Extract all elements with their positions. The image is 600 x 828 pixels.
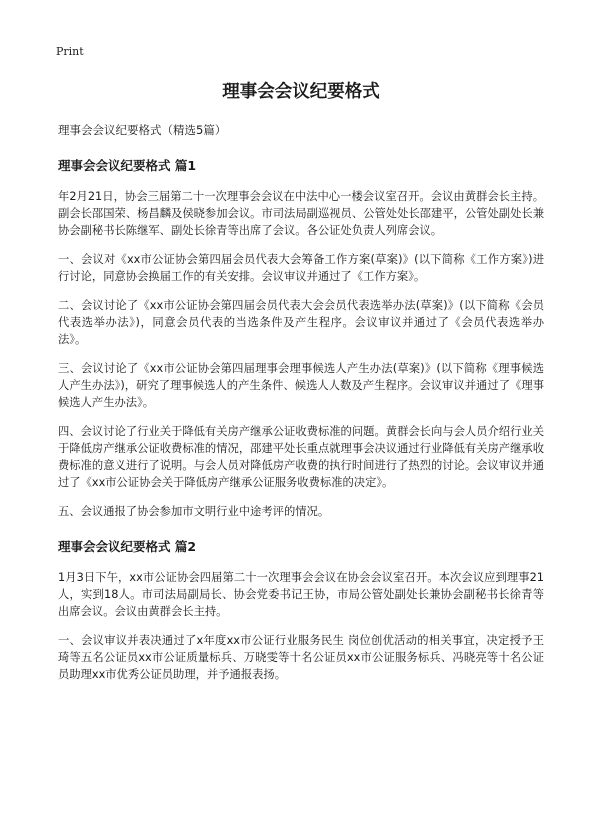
section-heading-1: 理事会会议纪要格式 篇1: [58, 158, 197, 173]
section-1-paragraph-2: 一、会议对《xx市公证协会第四届会员代表大会筹备工作方案(草案)》(以下简称《工作方案》)进行讨论，同意协会换届工作的有关安排。会议审议并通过了《工作方案》。: [58, 253, 544, 283]
section-1-paragraph-5: 四、会议讨论了行业关于降低有关房产继承公证收费标准的问题。黄群会长向与会人员介绍行业关于降低房产继承公证收费标准的情况，邵建平处长重点就理事会决议通过行业降低有关房产继承收费标准的意义进行了说明。与会人员对降低房产收费的执行时间进行了热烈的讨论。会议审议并通过了《xx市公证协会关于降低房产继承公证服务收费标准的决定》。: [58, 425, 544, 489]
document-title: 理事会会议纪要格式: [222, 82, 380, 102]
section-1-paragraph-3: 二、会议讨论了《xx市公证协会第四届会员代表大会会员代表选举办法(草案)》(以下简称《会员代表选举办法》)，同意会员代表的当选条件及产生程序。会议审议并通过了《会员代表选举办法》。: [58, 299, 544, 346]
document-subtitle: 理事会会议纪要格式（精选5篇）: [58, 123, 227, 137]
section-heading-2: 理事会会议纪要格式 篇2: [58, 539, 197, 554]
print-link[interactable]: Print: [56, 45, 84, 58]
document-body: [58, 70, 544, 683]
section-2-paragraph-2: 一、会议审议并表决通过了x年度xx市公证行业服务民生 岗位创优活动的相关事宜，决定授予王琦等五名公证员xx市公证质量标兵、万晓雯等十名公证员xx市公证服务标兵、冯晓亮等十名公证员助理xx市优秀公证员助理，并予通报表扬。: [58, 634, 544, 681]
section-1-paragraph-4: 三、会议讨论了《xx市公证协会第四届理事会理事候选人产生办法(草案)》(以下简称《理事候选人产生办法》)，研究了理事候选人的产生条件、候选人人数及产生程序。会议审议并通过了《理事候选人产生办法》。: [58, 362, 544, 409]
section-1-paragraph-6: 五、会议通报了协会参加市文明行业中途考评的情况。: [58, 505, 330, 518]
section-2-paragraph-1: 1月3日下午，xx市公证协会四届第二十一次理事会会议在协会会议室召开。本次会议应到理事21人，实到18人。市司法局副局长、协会党委书记王协，市局公管处副处长兼协会副秘书长徐青等出席会议。会议由黄群会长主持。: [58, 571, 544, 618]
section-1-paragraph-1: 年2月21日，协会三届第二十一次理事会会议在中法中心一楼会议室召开。会议由黄群会长主持。副会长邵国荣、杨昌麟及侯晓参加会议。市司法局副巡视员、公管处处长邵建平，公管处副处长兼协会副秘书长陈继军、副处长徐青等出席了会议。各公证处负责人列席会议。: [58, 190, 544, 237]
